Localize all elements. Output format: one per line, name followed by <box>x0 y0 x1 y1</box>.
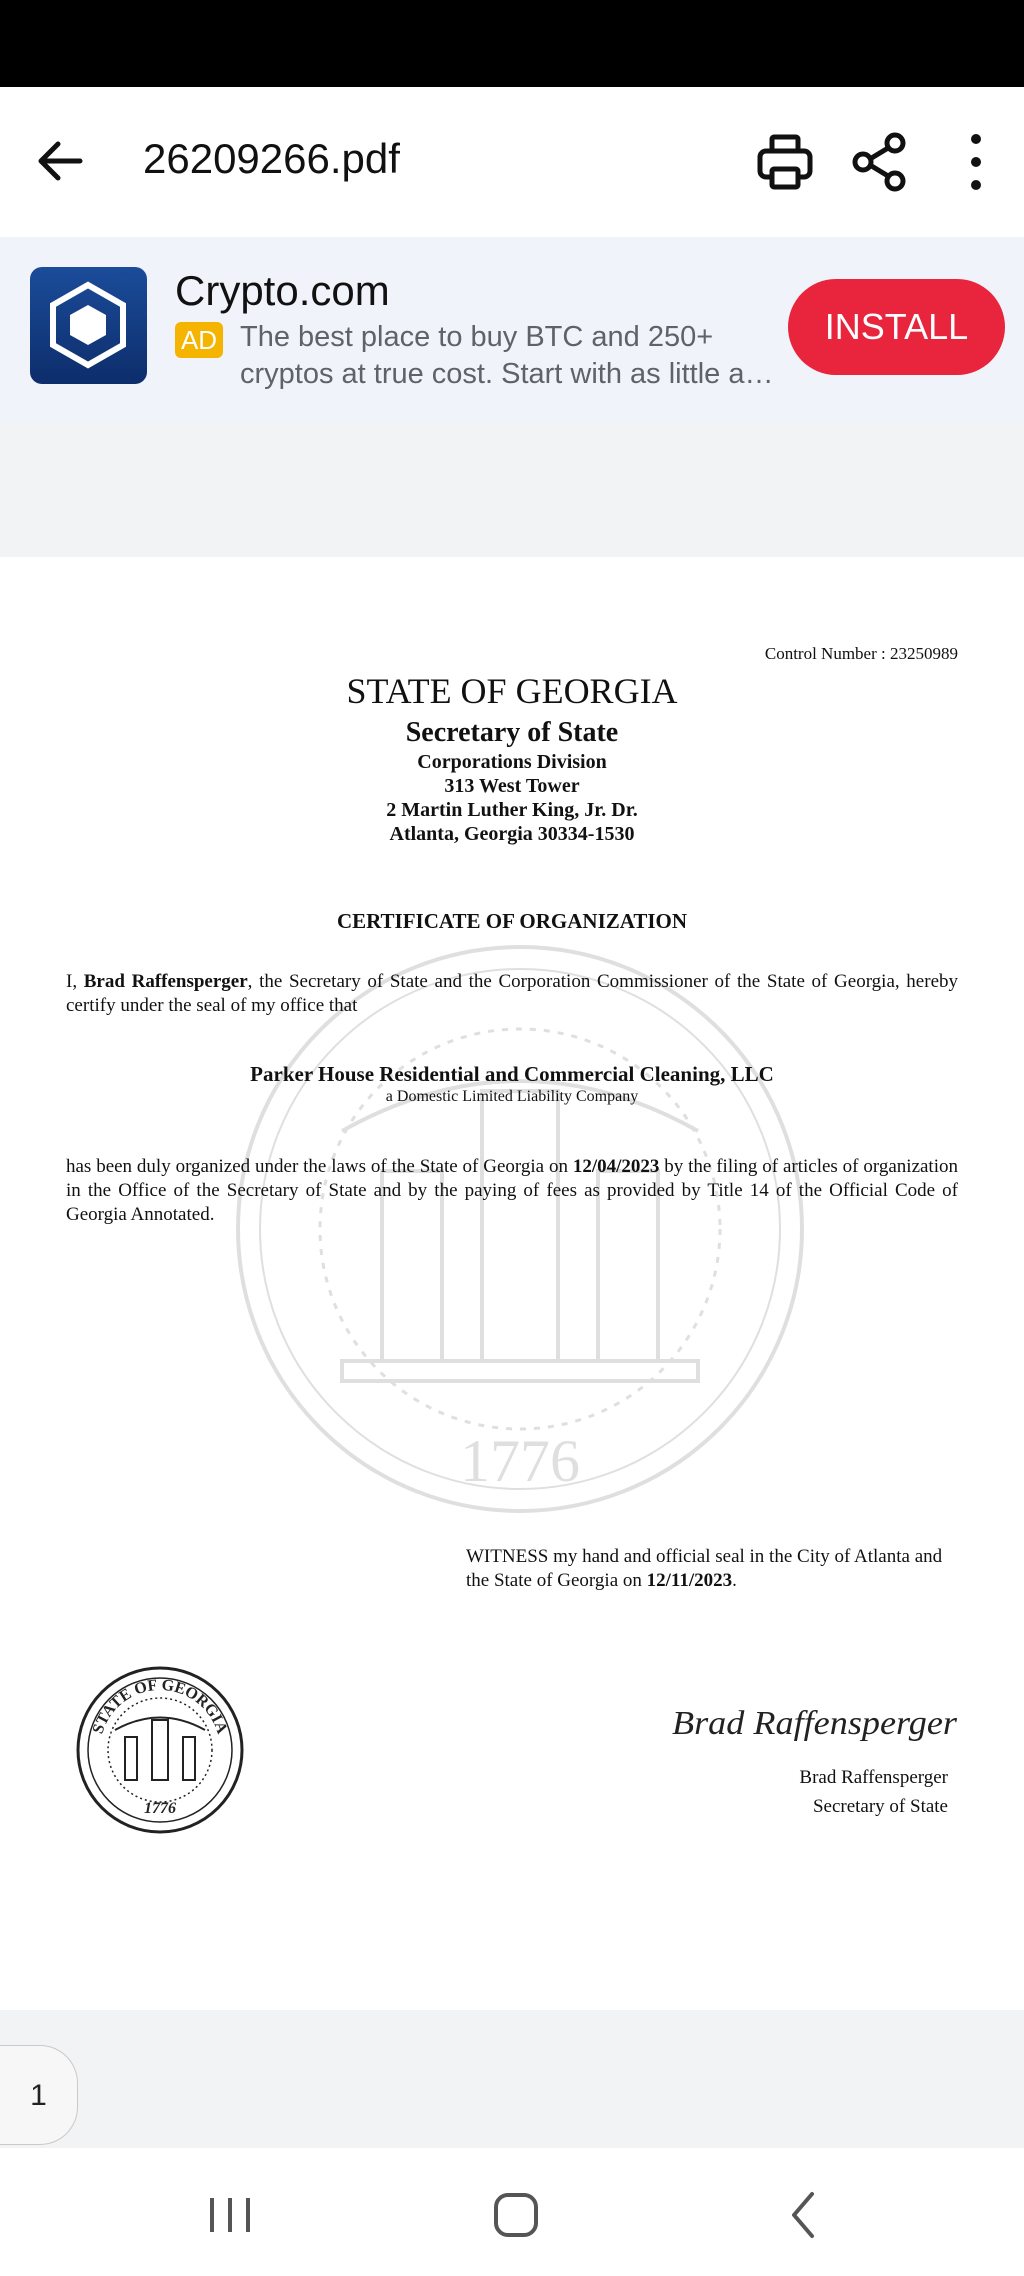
company-type: a Domestic Limited Liability Company <box>385 1088 639 1105</box>
status-bar <box>0 0 1024 87</box>
viewer-gap <box>0 422 1024 557</box>
home-icon[interactable] <box>486 2190 546 2240</box>
address-line-1: 313 West Tower <box>444 775 580 797</box>
watermark-seal-icon <box>232 941 808 1517</box>
certificate-title: CERTIFICATE OF ORGANIZATION <box>336 909 688 933</box>
address-line-2: 2 Martin Luther King, Jr. Dr. <box>386 799 638 821</box>
more-vert-icon[interactable] <box>941 127 1011 197</box>
back-arrow-icon[interactable] <box>30 129 94 193</box>
signature-text: Brad Raffensperger <box>672 1705 958 1742</box>
ad-advertiser-name: Crypto.com <box>175 267 390 314</box>
back-icon[interactable] <box>774 2190 834 2240</box>
crypto-com-logo-icon <box>30 267 147 384</box>
signer-name: Brad Raffensperger <box>799 1767 948 1788</box>
seal-text: STATE OF GEORGIA <box>89 1676 231 1736</box>
page-number-indicator[interactable]: 1 <box>0 2045 78 2145</box>
state-heading: STATE OF GEORGIA <box>346 671 678 711</box>
organization-paragraph: has been duly organized under the laws of the State of Georgia on 12/04/2023 by the filing of articles of organization in the Office of the Secretary of State and by the paying of fees as provided by Title 14 of the Official Code of Georgia Annotated. <box>66 1156 958 1225</box>
signer-title: Secretary of State <box>812 1796 948 1817</box>
signer-block <box>799 1763 948 1821</box>
intro-paragraph: I, Brad Raffensperger, the Secretary of State and the Corporation Commissioner of the State of Georgia, hereby certify under the seal of my office that <box>66 971 958 1016</box>
share-icon[interactable] <box>845 127 915 197</box>
ad-banner[interactable] <box>0 237 1024 422</box>
division-line: Corporations Division <box>417 751 607 773</box>
ad-badge: AD <box>175 322 223 358</box>
watermark-year: 1776 <box>460 1428 580 1494</box>
state-seal-icon <box>75 1665 245 1835</box>
file-name-title: 26209266.pdf <box>143 135 400 182</box>
witness-paragraph: WITNESS my hand and official seal in the City of Atlanta and the State of Georgia on 12/11/2023. <box>466 1546 943 1591</box>
app-bar <box>0 87 1024 237</box>
seal-year: 1776 <box>144 1800 176 1817</box>
recent-apps-icon[interactable] <box>200 2190 260 2240</box>
print-icon[interactable] <box>750 127 820 197</box>
pdf-page[interactable] <box>0 557 1024 2010</box>
office-heading: Secretary of State <box>405 717 619 748</box>
control-number: Control Number : 23250989 <box>764 644 958 663</box>
install-button[interactable]: INSTALL <box>788 279 1005 375</box>
system-nav-bar <box>0 2148 1024 2276</box>
company-name: Parker House Residential and Commercial Cleaning, LLC <box>250 1062 774 1086</box>
signature <box>672 1692 962 1752</box>
address-line-3: Atlanta, Georgia 30334-1530 <box>389 823 635 845</box>
ad-description: The best place to buy BTC and 250+ cryptos at true cost. Start with as little a… <box>240 321 774 390</box>
